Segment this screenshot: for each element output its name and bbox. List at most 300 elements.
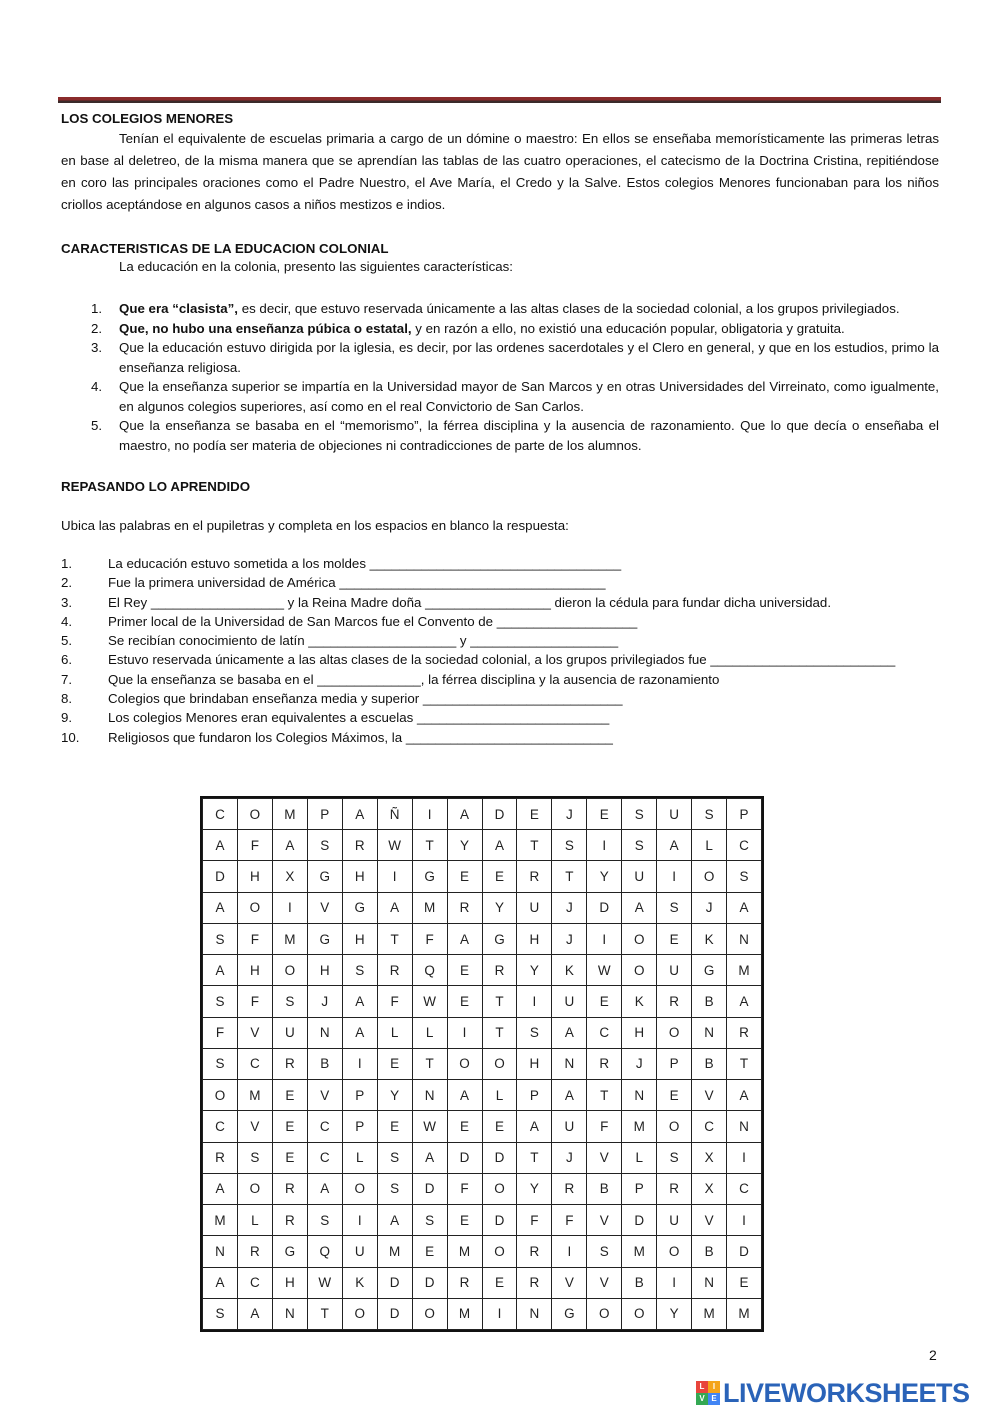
grid-cell[interactable]: V bbox=[237, 1017, 272, 1048]
grid-cell[interactable]: A bbox=[447, 1080, 482, 1111]
grid-cell[interactable]: A bbox=[447, 923, 482, 954]
item-bold: Que era “clasista”, bbox=[119, 301, 238, 316]
grid-cell[interactable]: R bbox=[272, 1173, 307, 1204]
grid-cell[interactable]: N bbox=[412, 1080, 447, 1111]
grid-cell[interactable]: T bbox=[517, 1142, 552, 1173]
grid-cell[interactable]: P bbox=[517, 1080, 552, 1111]
grid-cell[interactable]: E bbox=[447, 861, 482, 892]
grid-cell[interactable]: L bbox=[342, 1142, 377, 1173]
grid-row bbox=[203, 923, 762, 954]
grid-cell[interactable]: R bbox=[447, 892, 482, 923]
grid-cell[interactable]: M bbox=[237, 1080, 272, 1111]
grid-cell[interactable]: R bbox=[657, 1173, 692, 1204]
grid-cell[interactable]: I bbox=[412, 799, 447, 830]
grid-cell[interactable]: E bbox=[657, 1080, 692, 1111]
grid-cell[interactable]: Y bbox=[482, 892, 517, 923]
grid-cell[interactable]: E bbox=[447, 1205, 482, 1236]
grid-cell[interactable]: V bbox=[587, 1267, 622, 1298]
grid-cell[interactable]: M bbox=[447, 1236, 482, 1267]
question-item[interactable] bbox=[61, 728, 939, 747]
grid-cell[interactable]: O bbox=[657, 1111, 692, 1142]
grid-cell[interactable]: H bbox=[237, 955, 272, 986]
grid-cell[interactable]: H bbox=[622, 1017, 657, 1048]
grid-cell[interactable]: H bbox=[517, 1048, 552, 1079]
grid-cell[interactable]: T bbox=[482, 1017, 517, 1048]
grid-cell[interactable]: A bbox=[657, 830, 692, 861]
grid-cell[interactable]: S bbox=[203, 986, 238, 1017]
grid-cell[interactable]: K bbox=[692, 923, 727, 954]
grid-cell[interactable]: S bbox=[657, 1142, 692, 1173]
grid-cell[interactable]: W bbox=[412, 986, 447, 1017]
grid-cell[interactable]: E bbox=[482, 1111, 517, 1142]
grid-cell[interactable]: A bbox=[342, 1017, 377, 1048]
question-item[interactable] bbox=[61, 612, 939, 631]
grid-cell[interactable]: G bbox=[412, 861, 447, 892]
grid-cell[interactable]: S bbox=[587, 1236, 622, 1267]
grid-cell[interactable]: L bbox=[237, 1205, 272, 1236]
grid-cell[interactable]: O bbox=[272, 955, 307, 986]
grid-cell[interactable]: A bbox=[203, 830, 238, 861]
grid-cell[interactable]: F bbox=[447, 1173, 482, 1204]
grid-cell[interactable]: R bbox=[342, 830, 377, 861]
grid-cell[interactable]: R bbox=[447, 1267, 482, 1298]
grid-cell[interactable]: I bbox=[342, 1205, 377, 1236]
grid-cell[interactable]: R bbox=[517, 861, 552, 892]
grid-cell[interactable]: E bbox=[272, 1142, 307, 1173]
grid-cell[interactable]: M bbox=[622, 1111, 657, 1142]
grid-cell[interactable]: C bbox=[727, 830, 762, 861]
grid-cell[interactable]: N bbox=[517, 1298, 552, 1329]
grid-cell[interactable]: I bbox=[377, 861, 412, 892]
grid-cell[interactable]: N bbox=[203, 1236, 238, 1267]
grid-cell[interactable]: R bbox=[272, 1048, 307, 1079]
grid-cell[interactable]: E bbox=[377, 1048, 412, 1079]
grid-cell[interactable]: M bbox=[622, 1236, 657, 1267]
grid-cell[interactable]: F bbox=[552, 1205, 587, 1236]
grid-cell[interactable]: E bbox=[517, 799, 552, 830]
grid-cell[interactable]: A bbox=[203, 1267, 238, 1298]
grid-cell[interactable]: S bbox=[692, 799, 727, 830]
grid-cell[interactable]: T bbox=[587, 1080, 622, 1111]
grid-cell[interactable]: I bbox=[552, 1236, 587, 1267]
grid-cell[interactable]: A bbox=[622, 892, 657, 923]
grid-cell[interactable]: A bbox=[412, 1142, 447, 1173]
grid-cell[interactable]: I bbox=[727, 1205, 762, 1236]
grid-cell[interactable]: V bbox=[237, 1111, 272, 1142]
grid-cell[interactable]: I bbox=[657, 1267, 692, 1298]
grid-cell[interactable]: I bbox=[727, 1142, 762, 1173]
grid-cell[interactable]: B bbox=[692, 1048, 727, 1079]
grid-cell[interactable]: T bbox=[517, 830, 552, 861]
grid-cell[interactable]: E bbox=[587, 799, 622, 830]
grid-cell[interactable]: J bbox=[552, 923, 587, 954]
grid-cell[interactable]: E bbox=[447, 955, 482, 986]
grid-cell[interactable]: T bbox=[482, 986, 517, 1017]
grid-cell[interactable]: G bbox=[342, 892, 377, 923]
grid-cell[interactable]: A bbox=[482, 830, 517, 861]
grid-cell[interactable]: C bbox=[237, 1267, 272, 1298]
grid-cell[interactable]: B bbox=[587, 1173, 622, 1204]
grid-cell[interactable]: O bbox=[622, 955, 657, 986]
grid-cell[interactable]: O bbox=[237, 892, 272, 923]
grid-cell[interactable]: N bbox=[727, 1111, 762, 1142]
grid-cell[interactable]: V bbox=[587, 1142, 622, 1173]
grid-cell[interactable]: C bbox=[307, 1142, 342, 1173]
grid-cell[interactable]: B bbox=[692, 1236, 727, 1267]
word-search-table bbox=[202, 798, 762, 1330]
grid-cell[interactable]: E bbox=[272, 1080, 307, 1111]
grid-cell[interactable]: I bbox=[342, 1048, 377, 1079]
grid-cell[interactable]: U bbox=[272, 1017, 307, 1048]
grid-cell[interactable]: D bbox=[412, 1267, 447, 1298]
grid-cell[interactable]: M bbox=[377, 1236, 412, 1267]
grid-cell[interactable]: P bbox=[657, 1048, 692, 1079]
grid-cell[interactable]: T bbox=[552, 861, 587, 892]
grid-cell[interactable]: G bbox=[692, 955, 727, 986]
question-item[interactable] bbox=[61, 631, 939, 650]
grid-cell[interactable]: D bbox=[587, 892, 622, 923]
grid-cell[interactable]: J bbox=[552, 892, 587, 923]
grid-cell[interactable]: K bbox=[622, 986, 657, 1017]
grid-cell[interactable]: R bbox=[587, 1048, 622, 1079]
grid-cell[interactable]: J bbox=[622, 1048, 657, 1079]
question-item[interactable] bbox=[61, 689, 939, 708]
grid-cell[interactable]: E bbox=[447, 986, 482, 1017]
grid-cell[interactable]: O bbox=[203, 1080, 238, 1111]
grid-cell[interactable]: A bbox=[203, 1173, 238, 1204]
grid-cell[interactable]: A bbox=[552, 1080, 587, 1111]
grid-cell[interactable]: O bbox=[587, 1298, 622, 1329]
grid-cell[interactable]: C bbox=[692, 1111, 727, 1142]
grid-cell[interactable]: O bbox=[342, 1298, 377, 1329]
grid-cell[interactable]: I bbox=[587, 923, 622, 954]
grid-cell[interactable]: M bbox=[447, 1298, 482, 1329]
grid-cell[interactable]: A bbox=[727, 1080, 762, 1111]
grid-cell[interactable]: E bbox=[412, 1236, 447, 1267]
grid-cell[interactable]: Q bbox=[412, 955, 447, 986]
grid-cell[interactable]: A bbox=[727, 892, 762, 923]
grid-cell[interactable]: S bbox=[552, 830, 587, 861]
grid-cell[interactable]: W bbox=[377, 830, 412, 861]
grid-cell[interactable]: N bbox=[552, 1048, 587, 1079]
grid-cell[interactable]: K bbox=[342, 1267, 377, 1298]
grid-cell[interactable]: P bbox=[622, 1173, 657, 1204]
grid-cell[interactable]: M bbox=[272, 799, 307, 830]
question-text: La educación estuvo sometida a los moldes __________________________________ bbox=[108, 556, 622, 571]
grid-cell[interactable]: A bbox=[307, 1173, 342, 1204]
grid-cell[interactable]: A bbox=[203, 955, 238, 986]
question-number: 5. bbox=[61, 633, 73, 649]
grid-cell[interactable]: E bbox=[482, 1267, 517, 1298]
grid-cell[interactable]: S bbox=[622, 799, 657, 830]
grid-cell[interactable]: U bbox=[657, 1205, 692, 1236]
grid-cell[interactable]: U bbox=[517, 892, 552, 923]
grid-cell[interactable]: A bbox=[237, 1298, 272, 1329]
grid-cell[interactable]: R bbox=[517, 1267, 552, 1298]
grid-cell[interactable]: S bbox=[657, 892, 692, 923]
grid-cell[interactable]: D bbox=[622, 1205, 657, 1236]
grid-cell[interactable]: X bbox=[272, 861, 307, 892]
grid-cell[interactable]: A bbox=[342, 986, 377, 1017]
grid-cell[interactable]: A bbox=[727, 986, 762, 1017]
grid-cell[interactable]: C bbox=[727, 1173, 762, 1204]
grid-cell[interactable]: S bbox=[727, 861, 762, 892]
grid-cell[interactable]: D bbox=[377, 1267, 412, 1298]
grid-cell[interactable]: A bbox=[517, 1111, 552, 1142]
grid-cell[interactable]: B bbox=[307, 1048, 342, 1079]
grid-cell[interactable]: O bbox=[657, 1236, 692, 1267]
grid-cell[interactable]: S bbox=[203, 923, 238, 954]
grid-cell[interactable]: I bbox=[517, 986, 552, 1017]
grid-cell[interactable]: F bbox=[587, 1111, 622, 1142]
grid-cell[interactable]: P bbox=[727, 799, 762, 830]
grid-cell[interactable]: D bbox=[203, 861, 238, 892]
grid-cell[interactable]: M bbox=[692, 1298, 727, 1329]
grid-cell[interactable]: D bbox=[377, 1298, 412, 1329]
grid-cell[interactable]: S bbox=[272, 986, 307, 1017]
grid-cell[interactable]: C bbox=[307, 1111, 342, 1142]
grid-cell[interactable]: R bbox=[657, 986, 692, 1017]
list-item bbox=[61, 319, 939, 339]
section-title-repasando: REPASANDO LO APRENDIDO bbox=[61, 479, 251, 494]
grid-cell[interactable]: G bbox=[307, 923, 342, 954]
grid-cell[interactable]: H bbox=[517, 923, 552, 954]
grid-cell[interactable]: O bbox=[482, 1236, 517, 1267]
grid-cell[interactable]: T bbox=[727, 1048, 762, 1079]
grid-cell[interactable]: H bbox=[342, 861, 377, 892]
grid-cell[interactable]: H bbox=[237, 861, 272, 892]
grid-cell[interactable]: L bbox=[692, 830, 727, 861]
grid-cell[interactable]: L bbox=[622, 1142, 657, 1173]
grid-cell[interactable]: R bbox=[237, 1236, 272, 1267]
grid-cell[interactable]: F bbox=[237, 986, 272, 1017]
grid-cell[interactable]: A bbox=[552, 1017, 587, 1048]
grid-cell[interactable]: Y bbox=[587, 861, 622, 892]
grid-cell[interactable]: S bbox=[377, 1173, 412, 1204]
grid-cell[interactable]: W bbox=[412, 1111, 447, 1142]
grid-cell[interactable]: D bbox=[447, 1142, 482, 1173]
grid-cell[interactable]: T bbox=[377, 923, 412, 954]
grid-cell[interactable]: A bbox=[203, 892, 238, 923]
grid-cell[interactable]: S bbox=[517, 1017, 552, 1048]
list-item bbox=[61, 299, 939, 319]
question-item[interactable] bbox=[61, 593, 939, 612]
grid-cell[interactable]: W bbox=[587, 955, 622, 986]
grid-cell[interactable]: C bbox=[203, 799, 238, 830]
grid-cell[interactable]: U bbox=[657, 799, 692, 830]
grid-cell[interactable]: O bbox=[237, 799, 272, 830]
logo-badge-letter: L bbox=[696, 1381, 708, 1393]
grid-cell[interactable]: O bbox=[622, 923, 657, 954]
grid-cell[interactable]: S bbox=[307, 1205, 342, 1236]
question-item[interactable] bbox=[61, 670, 939, 689]
grid-cell[interactable]: N bbox=[692, 1267, 727, 1298]
grid-cell[interactable]: S bbox=[342, 955, 377, 986]
grid-cell[interactable]: N bbox=[307, 1017, 342, 1048]
grid-cell[interactable]: O bbox=[237, 1173, 272, 1204]
grid-cell[interactable]: X bbox=[692, 1142, 727, 1173]
grid-cell[interactable]: M bbox=[203, 1205, 238, 1236]
grid-cell[interactable]: E bbox=[657, 923, 692, 954]
question-item[interactable] bbox=[61, 650, 939, 669]
grid-cell[interactable]: S bbox=[237, 1142, 272, 1173]
grid-cell[interactable]: A bbox=[447, 799, 482, 830]
grid-cell[interactable]: D bbox=[482, 799, 517, 830]
grid-cell[interactable]: H bbox=[272, 1267, 307, 1298]
grid-cell[interactable]: S bbox=[307, 830, 342, 861]
grid-cell[interactable]: R bbox=[482, 955, 517, 986]
grid-cell[interactable]: S bbox=[203, 1298, 238, 1329]
grid-cell[interactable]: H bbox=[342, 923, 377, 954]
grid-cell[interactable]: S bbox=[412, 1205, 447, 1236]
grid-cell[interactable]: E bbox=[377, 1111, 412, 1142]
grid-cell[interactable]: U bbox=[657, 955, 692, 986]
grid-cell[interactable]: Y bbox=[517, 1173, 552, 1204]
grid-cell[interactable]: V bbox=[307, 892, 342, 923]
grid-cell[interactable]: E bbox=[272, 1111, 307, 1142]
grid-cell[interactable]: E bbox=[482, 861, 517, 892]
grid-cell[interactable]: V bbox=[587, 1205, 622, 1236]
grid-cell[interactable]: T bbox=[412, 1048, 447, 1079]
grid-cell[interactable]: J bbox=[692, 892, 727, 923]
grid-row bbox=[203, 830, 762, 861]
grid-cell[interactable]: D bbox=[727, 1236, 762, 1267]
grid-cell[interactable]: S bbox=[377, 1142, 412, 1173]
grid-cell[interactable]: S bbox=[622, 830, 657, 861]
grid-cell[interactable]: M bbox=[727, 955, 762, 986]
grid-cell[interactable]: Q bbox=[307, 1236, 342, 1267]
grid-cell[interactable]: L bbox=[482, 1080, 517, 1111]
grid-cell[interactable]: L bbox=[377, 1017, 412, 1048]
grid-cell[interactable]: O bbox=[447, 1048, 482, 1079]
question-text: Se recibían conocimiento de latín ____________________ y ____________________ bbox=[108, 633, 619, 649]
grid-cell[interactable]: F bbox=[237, 830, 272, 861]
grid-cell[interactable]: F bbox=[412, 923, 447, 954]
grid-cell[interactable]: F bbox=[237, 923, 272, 954]
grid-cell[interactable]: T bbox=[412, 830, 447, 861]
grid-cell[interactable]: D bbox=[482, 1142, 517, 1173]
grid-cell[interactable]: J bbox=[552, 1142, 587, 1173]
grid-cell[interactable]: O bbox=[342, 1173, 377, 1204]
grid-cell[interactable]: L bbox=[412, 1017, 447, 1048]
grid-row bbox=[203, 1017, 762, 1048]
grid-cell[interactable]: G bbox=[272, 1236, 307, 1267]
grid-cell[interactable]: Y bbox=[447, 830, 482, 861]
grid-cell[interactable]: G bbox=[307, 861, 342, 892]
grid-cell[interactable]: I bbox=[482, 1298, 517, 1329]
grid-cell[interactable]: X bbox=[692, 1173, 727, 1204]
grid-cell[interactable]: U bbox=[622, 861, 657, 892]
grid-cell[interactable]: O bbox=[657, 1017, 692, 1048]
grid-cell[interactable]: R bbox=[552, 1173, 587, 1204]
grid-cell[interactable]: R bbox=[203, 1142, 238, 1173]
grid-cell[interactable]: V bbox=[307, 1080, 342, 1111]
grid-cell[interactable]: B bbox=[622, 1267, 657, 1298]
grid-cell[interactable]: V bbox=[692, 1080, 727, 1111]
grid-cell[interactable]: F bbox=[203, 1017, 238, 1048]
grid-cell[interactable]: U bbox=[342, 1236, 377, 1267]
grid-cell[interactable]: S bbox=[203, 1048, 238, 1079]
grid-cell[interactable]: D bbox=[412, 1173, 447, 1204]
grid-cell[interactable]: A bbox=[377, 1205, 412, 1236]
grid-cell[interactable]: I bbox=[272, 892, 307, 923]
grid-cell[interactable]: O bbox=[412, 1298, 447, 1329]
grid-cell[interactable]: M bbox=[727, 1298, 762, 1329]
grid-cell[interactable]: R bbox=[517, 1236, 552, 1267]
grid-cell[interactable]: I bbox=[657, 861, 692, 892]
grid-cell[interactable]: P bbox=[342, 1111, 377, 1142]
grid-cell[interactable]: K bbox=[552, 955, 587, 986]
grid-cell[interactable]: N bbox=[622, 1080, 657, 1111]
grid-cell[interactable]: T bbox=[307, 1298, 342, 1329]
grid-cell[interactable]: E bbox=[587, 986, 622, 1017]
grid-cell[interactable]: G bbox=[482, 923, 517, 954]
grid-cell[interactable]: J bbox=[552, 799, 587, 830]
grid-cell[interactable]: P bbox=[307, 799, 342, 830]
grid-cell[interactable]: O bbox=[622, 1298, 657, 1329]
question-number: 3. bbox=[61, 594, 73, 610]
grid-cell[interactable]: I bbox=[447, 1017, 482, 1048]
grid-cell[interactable]: C bbox=[203, 1111, 238, 1142]
grid-cell[interactable]: Y bbox=[657, 1298, 692, 1329]
grid-cell[interactable]: O bbox=[482, 1048, 517, 1079]
grid-cell[interactable]: Y bbox=[377, 1080, 412, 1111]
question-item[interactable] bbox=[61, 708, 939, 727]
grid-cell[interactable]: A bbox=[342, 799, 377, 830]
grid-cell[interactable]: H bbox=[307, 955, 342, 986]
question-item[interactable] bbox=[61, 573, 939, 592]
grid-cell[interactable]: I bbox=[587, 830, 622, 861]
grid-cell[interactable]: Ñ bbox=[377, 799, 412, 830]
grid-cell[interactable]: C bbox=[237, 1048, 272, 1079]
item-text: Que la enseñanza se basaba en el “memorismo”, la férrea disciplina y la ausencia de razonamiento. Que lo que decía o enseñaba el maestro, no podía ser materia de objeciones ni contradicciones de parte de los alumnos. bbox=[119, 418, 939, 453]
grid-cell[interactable]: E bbox=[447, 1111, 482, 1142]
grid-cell[interactable]: O bbox=[692, 861, 727, 892]
question-item[interactable] bbox=[61, 554, 939, 573]
grid-cell[interactable]: F bbox=[377, 986, 412, 1017]
grid-cell[interactable]: J bbox=[307, 986, 342, 1017]
grid-cell[interactable]: R bbox=[377, 955, 412, 986]
grid-row bbox=[203, 1048, 762, 1079]
grid-cell[interactable]: A bbox=[272, 830, 307, 861]
grid-cell[interactable]: O bbox=[482, 1173, 517, 1204]
grid-cell[interactable]: D bbox=[482, 1205, 517, 1236]
section-intro: La educación en la colonia, presento las siguientes características: bbox=[119, 259, 513, 274]
grid-cell[interactable]: V bbox=[552, 1267, 587, 1298]
grid-cell[interactable]: B bbox=[692, 986, 727, 1017]
grid-cell[interactable]: U bbox=[552, 1111, 587, 1142]
grid-cell[interactable]: N bbox=[692, 1017, 727, 1048]
grid-cell[interactable]: E bbox=[727, 1267, 762, 1298]
grid-cell[interactable]: P bbox=[342, 1080, 377, 1111]
grid-cell[interactable]: V bbox=[692, 1205, 727, 1236]
grid-cell[interactable]: R bbox=[727, 1017, 762, 1048]
list-item bbox=[61, 416, 939, 455]
grid-cell[interactable]: R bbox=[272, 1205, 307, 1236]
grid-cell[interactable]: C bbox=[587, 1017, 622, 1048]
grid-cell[interactable]: N bbox=[727, 923, 762, 954]
grid-cell[interactable]: M bbox=[272, 923, 307, 954]
grid-cell[interactable]: M bbox=[412, 892, 447, 923]
section-title: LOS COLEGIOS MENORES bbox=[61, 111, 234, 126]
grid-cell[interactable]: N bbox=[272, 1298, 307, 1329]
grid-cell[interactable]: F bbox=[517, 1205, 552, 1236]
grid-cell[interactable]: Y bbox=[517, 955, 552, 986]
grid-cell[interactable]: G bbox=[552, 1298, 587, 1329]
grid-cell[interactable]: U bbox=[552, 986, 587, 1017]
grid-cell[interactable]: W bbox=[307, 1267, 342, 1298]
grid-cell[interactable]: A bbox=[377, 892, 412, 923]
